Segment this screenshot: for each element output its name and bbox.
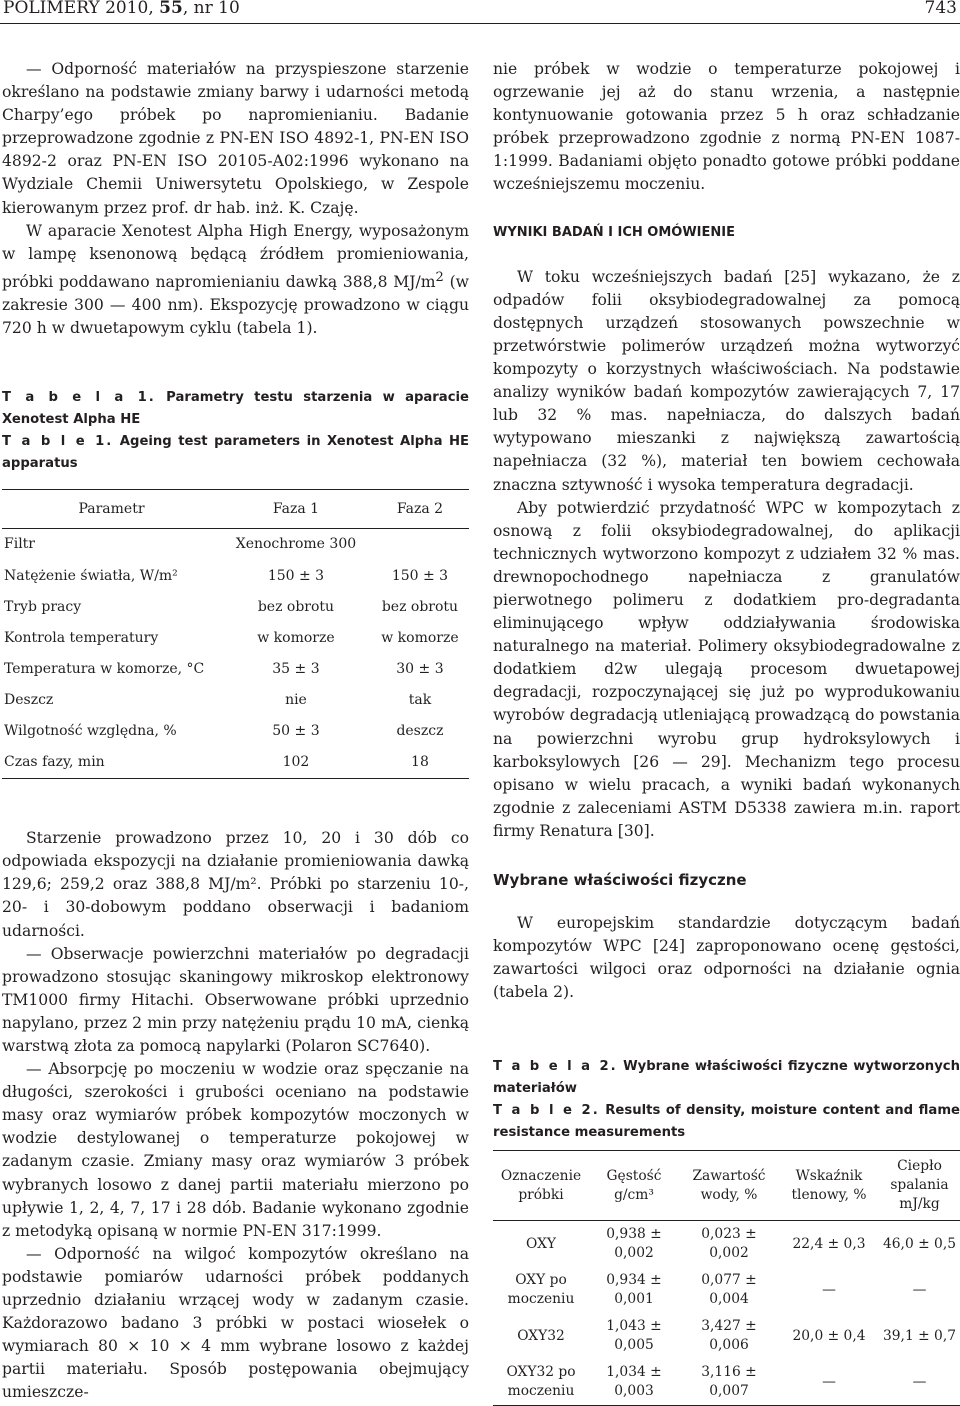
table-row: Tryb pracy bez obrotu bez obrotu	[4, 598, 459, 615]
table2-header: Wskaźnik tlenowy, %	[779, 1151, 879, 1221]
table-row: Wilgotność względna, % 50 ± 3 deszcz	[4, 722, 444, 739]
right-column	[493, 58, 960, 1406]
paragraph-wpc: Aby potwierdzić przydatność WPC w kompozytach z osnową z folii oksybiodegradowalnej, do aplikacji technicznych wytworzono kompozyt z udziałem 32 % mas. drewnopochodnego napełniacza z granulatów pierwotnego polimeru z dodatkiem pro-degradanta eliminującego wpływ oddziaływania środowiska naturalnego na materiał. Polimery oksybiodegradowalne z dodatkiem d2w ulegają procesom dwuetapowej degradacji, rozpoczynającej się już po wyprodukowaniu wyrobów degradacją utleniającą prowadzącą do powstania na powierzchni wyrobu grup hydroksylowych i karboksylowych [26 — 29]. Mechanizm tego procesu opisano w wielu pracach, a wyniki badań wykonanych zgodnie z zaleceniami ASTM D5338 zawiera m.in. raport firmy Renatura [30].	[493, 498, 960, 840]
page-header	[0, 0, 960, 25]
table1-header: Faza 1	[221, 490, 371, 529]
table2-header: Gęstość g/cm³	[589, 1151, 679, 1221]
table-row: Deszcz nie tak	[4, 691, 432, 708]
table2-caption-pl: T a b e l a 2. Wybrane właściwości fizyczne wytworzonych materiałów	[493, 1059, 960, 1097]
paragraph-results-intro: W toku wcześniejszych badań [25] wykazano, że z odpadów folii oksybiodegradowalnej za pomocą dostępnych urządzeń stosowanych powszechnie w przetwórstwie polimerów urządzeń można wytworzyć kompozyty o korzystnych właściwościach. Na podstawie analizy wyników badań kompozytów zawierających 7, 17 lub 32 % mas. napełniacza, do dalszych badań wytypowano mieszanki z największą zawartością napełniacza (32 %), materiał ten bowiem cechowała znaczna sztywność i wysoka temperatura degradacji.	[493, 267, 960, 494]
table-row: Natężenie światła, W/m² 150 ± 3 150 ± 3	[4, 567, 449, 584]
paragraph-sem: — Obserwacje powierzchni materiałów po degradacji prowadzono stosując skaningowy mikroskop elektronowy TM1000 firmy Hitachi. Obserwowane próbki uprzednio napylano, przez 2 min przy natężeniu prądu 10 mA, cienką warstwą złota za pomocą napylarki (Polaron SC7640).	[2, 944, 469, 1055]
paragraph-absorption: — Absorpcję po moczeniu w wodzie oraz spęczanie na długości, szerokości i grubości oceniano na podstawie masy oraz wymiarów próbek kompozytów moczonych w wodzie destylowanej o temperaturze pokojowej w zadanym czasie. Zmiany masy oraz wymiarów 3 próbek wybranych losowo z danej partii materiału mierzono po upływie 1, 2, 4, 7, 17 i 28 dób. Badanie wykonano zgodnie z metodyką opisaną w normie PN-EN 317:1999.	[2, 1060, 469, 1240]
paragraph-aging-duration: Starzenie prowadzono przez 10, 20 i 30 dób co odpowiada ekspozycji na działanie promieniowania dawką 129,6; 259,2 oraz 388,8 MJ/m². Próbki po starzeniu 10-, 20- i 30-dobowym poddano obserwacji i badaniom udarności.	[2, 829, 469, 940]
section-heading: WYNIKI BADAŃ I ICH OMÓWIENIE	[493, 224, 735, 240]
header-rule	[0, 23, 960, 24]
table-row: OXY 0,938 ± 0,002 0,023 ± 0,002 22,4 ± 0,3 46,0 ± 0,5	[526, 1226, 956, 1262]
paragraph-standard: W europejskim standardzie dotyczącym badań kompozytów WPC [24] zaproponowano ocenę gęstości, zawartości wilgoci oraz odporności na działanie ognia (tabela 2).	[493, 914, 960, 1002]
table1-header: Faza 2	[371, 490, 469, 529]
table-row: Temperatura w komorze, °C 35 ± 3 30 ± 3	[4, 660, 444, 677]
subsection-heading: Wybrane właściwości fizyczne	[493, 871, 747, 889]
table2-header: Oznaczenie próbki	[493, 1151, 589, 1221]
table2-caption-en: T a b l e 2. Results of density, moisture content and flame resistance measurements	[493, 1103, 960, 1141]
table1-caption-en: T a b l e 1. Ageing test parameters in Xenotest Alpha HE apparatus	[2, 434, 469, 472]
paragraph-continuation: nie próbek w wodzie o temperaturze pokojowej i ogrzewanie jej aż do stanu wrzenia, a następnie kontynuowanie gotowania przez 5 h oraz schładzanie próbek przeprowadzono zgodnie z normą PN-EN 1087-1:1999. Badaniami objęto ponadto gotowe próbki poddane wcześniejszemu moczeniu.	[493, 60, 960, 194]
table-row: Czas fazy, min 102 18	[2, 747, 469, 779]
left-column	[2, 58, 469, 1405]
table2	[493, 1150, 960, 1406]
paragraph-moisture-resistance: — Odporność na wilgoć kompozytów określano na podstawie pomiarów udarności próbek poddanych uprzednio działaniu wrzącej wody w zadanym czasie. Każdorazowo badano 3 próbki w postaci wiosełek o wymiarach 80 × 10 × 4 mm wybrane losowo z każdej partii materiału. Sposób postępowania obejmujący umieszcze-	[2, 1244, 469, 1402]
paragraph-xenotest: W aparacie Xenotest Alpha High Energy, wyposażonym w lampę ksenonową będącą źródłem promieniowania, próbki poddawano napromienianiu dawką 388,8 $MJ/m^2$ (w zakresie 300 — 400 nm). Ekspozycję prowadzono w ciągu 720 h w dwuetapowym cyklu (tabela 1).	[2, 221, 470, 338]
table-row: OXY32 po moczeniu 1,034 ± 0,003 3,116 ± 0,007 — —	[493, 1359, 960, 1406]
table2-header: Ciepło spalania mJ/kg	[879, 1151, 960, 1221]
paragraph-aging-method: — Odporność materiałów na przyspieszone starzenie określano na podstawie zmiany barwy i udarności metodą Charpy’ego próbek po napromienianiu. Badanie przeprowadzone zgodnie z PN-EN ISO 4892-1, PN-EN ISO 4892-2 oraz PN-EN ISO 20105-A02:1996 wykonano na Wydziale Chemii Uniwersytetu Opolskiego, w Zespole kierowanym przez prof. dr hab. inż. K. Czaję.	[2, 60, 469, 217]
table1-caption-pl: T a b e l a 1. Parametry testu starzenia w aparacie Xenotest Alpha HE	[2, 390, 469, 428]
table-row: OXY po moczeniu 0,934 ± 0,001 0,077 ± 0,004 — —	[507, 1272, 927, 1308]
table1	[2, 489, 469, 779]
table-row: Filtr Xenochrome 300	[4, 536, 357, 553]
table2-header: Zawartość wody, %	[679, 1151, 779, 1221]
journal-citation: POLIMERY 2010, 55, nr 10	[3, 0, 240, 18]
table1-header: Parametr	[2, 490, 221, 529]
page-number: 743	[924, 0, 957, 18]
table-row: Kontrola temperatury w komorze w komorze	[4, 629, 459, 646]
table-row: OXY32 1,043 ± 0,005 3,427 ± 0,006 20,0 ± 0,4 39,1 ± 0,7	[517, 1318, 956, 1354]
